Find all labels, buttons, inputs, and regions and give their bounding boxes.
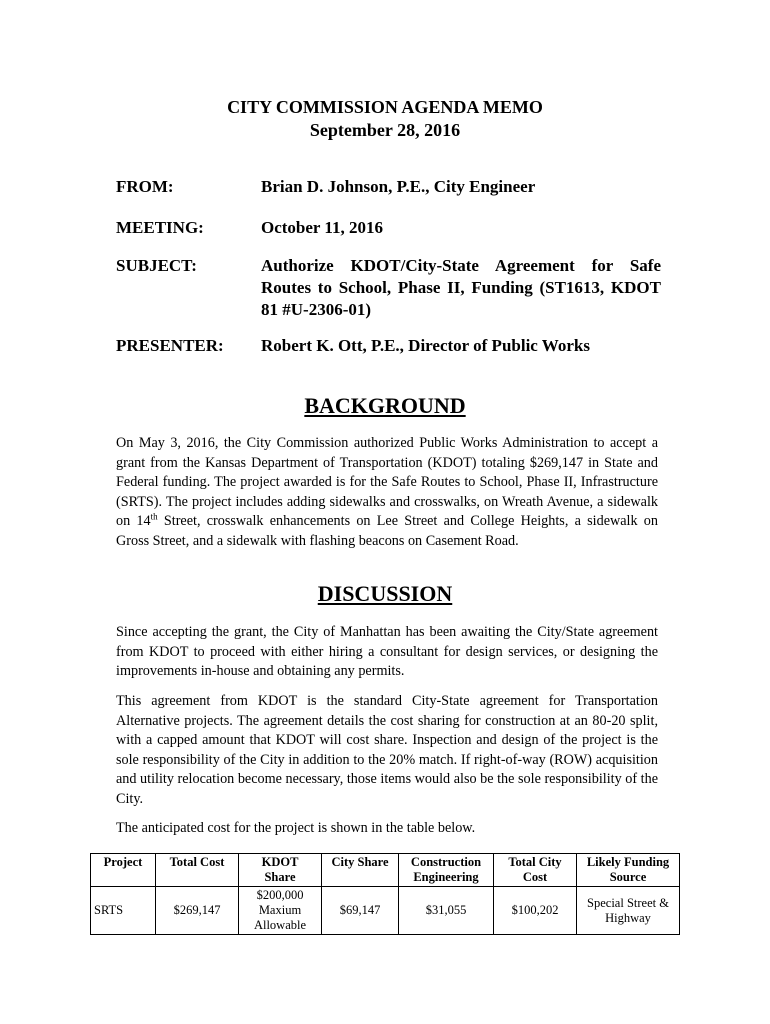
presenter-value: Robert K. Ott, P.E., Director of Public Works xyxy=(261,336,590,355)
background-text-1: On May 3, 2016, the City Commission authorized Public Works Administration to accept a grant from the Kansas Department of Transportation (KDOT) totaling $269,147 in State and Federal funding. The project awarded is for the Safe Routes to School, Phase II, Infrastructure (SRTS). The project includes adding sidewalks and crosswalks, on Wreath Avenue, a sidewalk on 14 xyxy=(116,435,658,529)
header-kdot-share: KDOT Share xyxy=(239,854,322,887)
subject-value: Authorize KDOT/City-State Agreement for Safe Routes to School, Phase II, Funding (ST1613, KDOT 81 #U-2306-01) xyxy=(261,256,661,319)
background-ordinal-suffix: th xyxy=(150,511,158,522)
presenter-label: PRESENTER: xyxy=(116,336,224,355)
table-row xyxy=(91,887,680,935)
memo-date: September 28, 2016 xyxy=(309,120,461,140)
header-likely-funding-source: Likely Funding Source xyxy=(577,854,680,887)
meeting-label: MEETING: xyxy=(116,218,204,237)
from-label: FROM: xyxy=(116,177,174,196)
subject-label: SUBJECT: xyxy=(116,256,197,275)
cell-total-cost: $269,147 xyxy=(156,887,239,935)
header-project: Project xyxy=(91,854,156,887)
meeting-value: October 11, 2016 xyxy=(261,218,383,237)
header-total-cost: Total Cost xyxy=(156,854,239,887)
cell-city-share: $69,147 xyxy=(322,887,399,935)
discussion-heading: DISCUSSION xyxy=(317,581,453,606)
cell-kdot-share: $200,000 Maxium Allowable xyxy=(239,887,322,935)
cell-total-city-cost: $100,202 xyxy=(494,887,577,935)
cell-construction-engineering: $31,055 xyxy=(399,887,494,935)
header-construction-engineering: Construction Engineering xyxy=(399,854,494,887)
cost-table-header-row xyxy=(91,854,680,887)
header-city-share: City Share xyxy=(322,854,399,887)
discussion-paragraph-3: The anticipated cost for the project is shown in the table below. xyxy=(116,820,476,836)
cell-likely-funding-source: Special Street & Highway xyxy=(577,887,680,935)
background-text-2: Street, crosswalk enhancements on Lee Street and College Heights, a sidewalk on Gross Street, and a sidewalk with flashing beacons on Casement Road. xyxy=(116,513,658,549)
discussion-paragraph-1: Since accepting the grant, the City of Manhattan has been awaiting the City/State agreement from KDOT to proceed with either hiring a consultant for design services, or designing the improvements in-house and obtaining any permits. xyxy=(116,624,658,679)
memo-title: CITY COMMISSION AGENDA MEMO xyxy=(227,97,543,117)
background-paragraph xyxy=(116,434,658,551)
header-total-city-cost: Total City Cost xyxy=(494,854,577,887)
discussion-paragraph-2: This agreement from KDOT is the standard City-State agreement for Transportation Alternative projects. The agreement details the cost sharing for construction at an 80-20 split, with a capped amount that KDOT will cost share. Inspection and design of the project is the sole responsibility of the City in addition to the 20% match. If right-of-way (ROW) acquisition and utility relocation become necessary, those items would also be the sole responsibility of the City. xyxy=(116,693,658,807)
cell-project: SRTS xyxy=(91,887,156,935)
background-heading: BACKGROUND xyxy=(304,393,466,418)
cost-table xyxy=(90,853,680,935)
from-value: Brian D. Johnson, P.E., City Engineer xyxy=(261,177,536,196)
